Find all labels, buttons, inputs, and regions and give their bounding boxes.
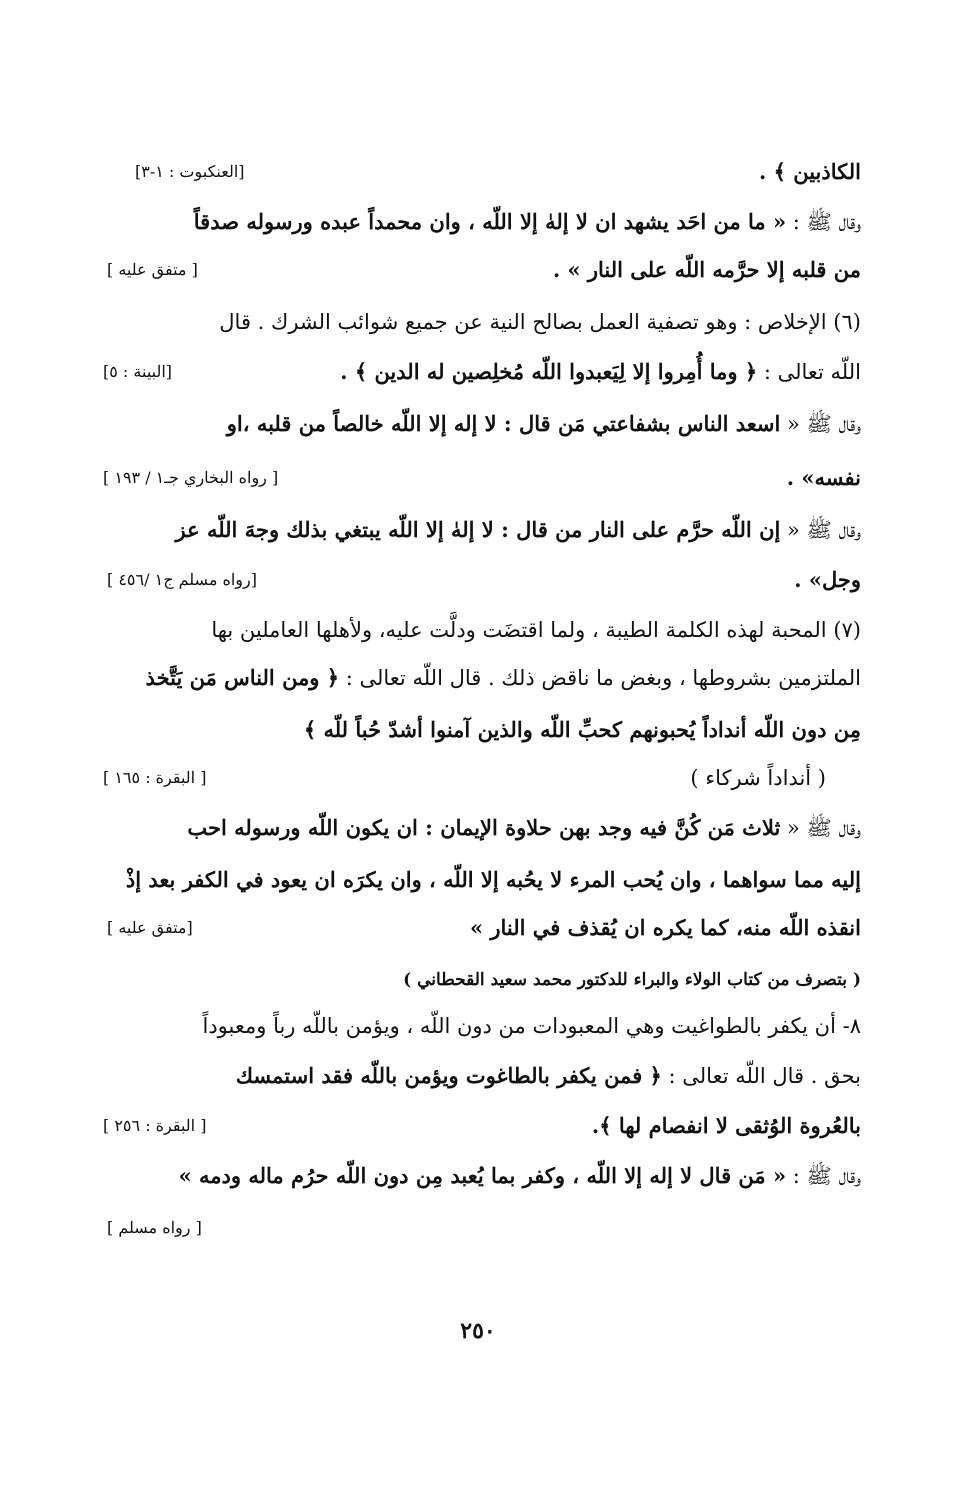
hadith-text: انقذه اللّه منه، كما يكره ان يُقذف في النار »: [469, 915, 861, 940]
intro-text: الملتزمين بشروطها ، وبغض ما ناقض ذلك . قال اللّه تعالى :: [339, 666, 861, 690]
paragraph-text: (٧) المحبة لهذه الكلمة الطيبة ، ولما اقتضَت ودلَّت عليه، ولأهلها العاملين بها: [211, 618, 861, 642]
verse-text: ﴿ فمن يكفر بالطاغوت ويؤمن باللّه فقد استمسك: [235, 1063, 662, 1088]
hadith-text: نفسه» .: [786, 465, 861, 490]
intro-text: وقال ﷺ «: [780, 412, 861, 436]
hadith-text: « ما من احَد يشهد ان لا إلهٰ إلا اللّه ، وان محمداً عبده ورسوله صدقاً: [193, 209, 787, 234]
text-line: [95, 608, 861, 652]
text-line: [95, 1004, 861, 1048]
text-line: [95, 350, 861, 394]
hadith-line: [227, 402, 861, 446]
hadith-text: « مَن قال لا إله إلا اللّه ، وكفر بما يُعبد مِن دون اللّه حرُم ماله ودمه »: [178, 1163, 787, 1188]
text-line: [95, 558, 861, 602]
hadith-text: ثلاث مَن كُنَّ فيه وجد بهن حلاوة الإيمان : ان يكون اللّه ورسوله احب: [187, 815, 781, 840]
text-line: [95, 756, 861, 800]
text-line: [95, 906, 861, 950]
text-line: [95, 248, 861, 292]
gloss-text: ( أنداداً شركاء ): [690, 766, 826, 790]
verse-text: ﴿ وما أُمِروا إلا لِيَعبدوا اللّه مُخلِصين له الدين ﴾ .: [340, 359, 758, 384]
verse-line: [146, 656, 861, 700]
verse-line: [236, 1054, 861, 1098]
intro-text: وقال ﷺ :: [786, 1164, 861, 1188]
text-line: [95, 958, 861, 1002]
hadith-line: [194, 200, 861, 244]
verse-ending: الكاذبين ﴾ .: [759, 159, 861, 184]
text-line: [95, 806, 861, 850]
text-line: [95, 656, 861, 700]
source-note: ( بتصرف من كتاب الولاء والبراء للدكتور محمد سعيد القحطاني ): [403, 970, 861, 990]
citation: [متفق عليه ]: [107, 918, 193, 937]
intro-text: وقال ﷺ «: [780, 518, 861, 542]
citation: [البينة : ٥]: [103, 362, 173, 381]
text-line: [95, 1054, 861, 1098]
verse-text: ﴿ ومن الناس مَن يَتَّخذ: [145, 665, 340, 690]
page-number: ٢٥٠: [460, 1318, 496, 1344]
text-line: [95, 858, 861, 902]
paragraph-text: (٦) الإخلاص : وهو تصفية العمل بصالح النية عن جميع شوائب الشرك . قال: [219, 310, 861, 334]
hadith-line: [187, 806, 861, 850]
citation: [ رواه البخاري جـ١ / ١٩٣ ]: [103, 468, 279, 487]
text-line: [95, 708, 861, 752]
text-line: [95, 402, 861, 446]
text-line: [95, 150, 861, 194]
verse-text: بالعُروة الوُثقى لا انفصام لها ﴾.: [591, 1113, 861, 1138]
hadith-text: اسعد الناس بشفاعتي مَن قال : لا إله إلا اللّه خالصاً من قلبه ،او: [226, 411, 781, 436]
text-line: [95, 200, 861, 244]
intro-text: اللّه تعالى :: [757, 360, 861, 384]
text-line: [95, 456, 861, 500]
verse-text: مِن دون اللّه أنداداً يُحبونهم كحبِّ اللّه والذين آمنوا أشدّ حُباً للّه ﴾: [303, 717, 861, 742]
citation: [ البقرة : ١٦٥ ]: [103, 768, 207, 787]
hadith-text: إن اللّه حرَّم على النار من قال : لا إلهٰ إلا اللّه يبتغي بذلك وجهَ اللّه عز: [175, 517, 781, 542]
paragraph-text: ٨- أن يكفر بالطواغيت وهي المعبودات من دون اللّه ، ويؤمن باللّه رباً ومعبوداً: [202, 1014, 861, 1038]
citation: [ متفق عليه ]: [107, 260, 198, 279]
verse-line: [340, 350, 861, 394]
intro-text: وقال ﷺ :: [786, 210, 861, 234]
hadith-line: [176, 508, 861, 552]
text-line: [95, 508, 861, 552]
text-line: [95, 1104, 861, 1148]
citation: [ رواه مسلم ]: [107, 1218, 202, 1237]
text-line: [95, 300, 861, 344]
hadith-text: من قلبه إلا حرَّمه اللّه على النار » .: [552, 257, 861, 282]
citation: [رواه مسلم ج١ /٤٥٦ ]: [107, 570, 257, 589]
text-line: [95, 1154, 861, 1198]
text-line: [95, 1206, 861, 1250]
hadith-text: إليه مما سواهما ، وان يُحب المرء لا يحُبه إلا اللّه ، وان يكرَه ان يعود في الكفر بعد إذْ: [125, 867, 861, 892]
intro-text: بحق . قال اللّه تعالى :: [661, 1064, 861, 1088]
citation: [العنكبوت : ١-٣]: [135, 162, 245, 181]
intro-text: وقال ﷺ «: [780, 816, 861, 840]
hadith-line: [179, 1154, 861, 1198]
hadith-text: وجل» .: [794, 567, 861, 592]
citation: [ البقرة : ٢٥٦ ]: [103, 1116, 207, 1135]
